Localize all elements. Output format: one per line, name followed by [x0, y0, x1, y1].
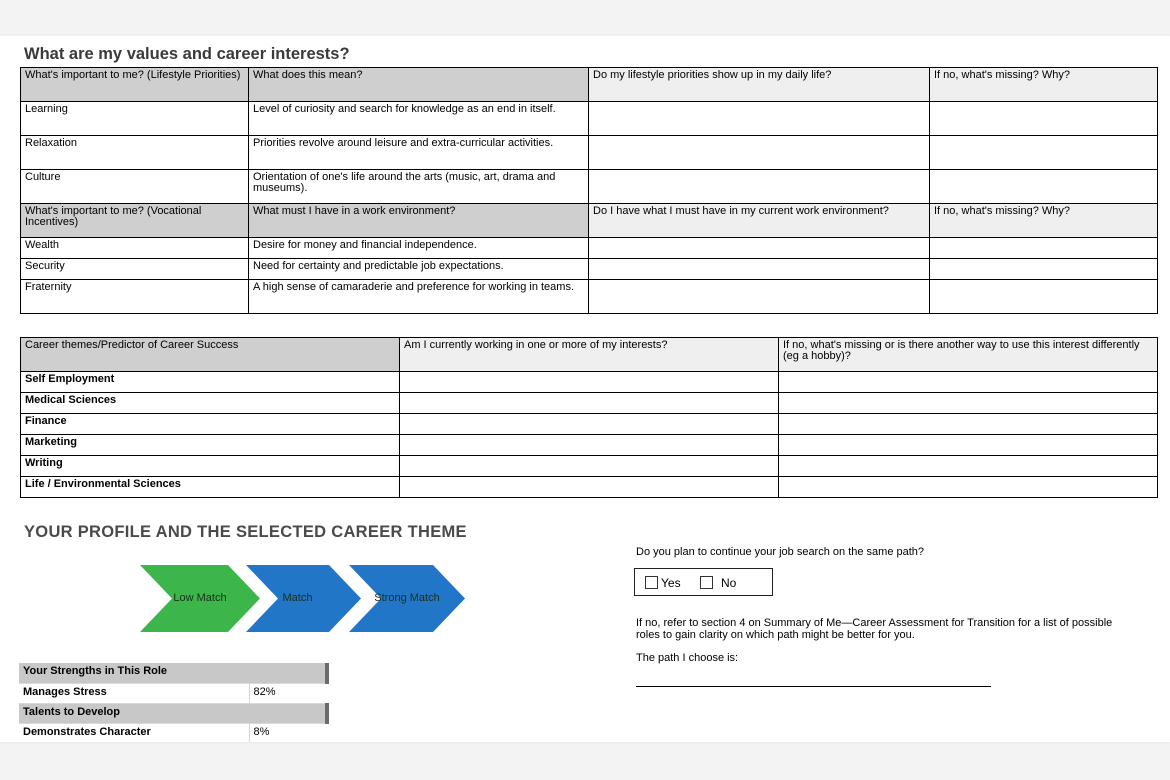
answer-cell[interactable] — [930, 259, 1158, 280]
table-row — [19, 683, 327, 703]
header-cell: Do my lifestyle priorities show up in my daily life? — [589, 68, 930, 102]
value-meaning: Level of curiosity and search for knowledge as an end in itself. — [249, 102, 589, 136]
develop-value: 8% — [249, 723, 327, 742]
answer-cell[interactable] — [930, 280, 1158, 314]
value-meaning: Need for certainty and predictable job expectations. — [249, 259, 589, 280]
answer-cell[interactable] — [930, 170, 1158, 204]
header-cell: What must I have in a work environment? — [249, 204, 589, 238]
strength-value: 82% — [249, 683, 327, 703]
answer-cell[interactable] — [400, 477, 779, 498]
career-theme: Marketing — [21, 435, 400, 456]
header-cell: Am I currently working in one or more of my interests? — [400, 338, 779, 372]
strengths-header: Your Strengths in This Role — [19, 663, 327, 683]
header-cell: What's important to me? (Lifestyle Priorities) — [21, 68, 249, 102]
value-name: Security — [21, 259, 249, 280]
career-themes-table — [20, 337, 1158, 498]
table-row — [21, 259, 1158, 280]
answer-cell[interactable] — [589, 102, 930, 136]
answer-cell[interactable] — [779, 456, 1158, 477]
value-meaning: Orientation of one's life around the arts (music, art, drama and museums). — [249, 170, 589, 204]
yes-no-box — [634, 568, 773, 596]
strengths-table — [19, 663, 329, 742]
table-row — [21, 414, 1158, 435]
answer-cell[interactable] — [400, 435, 779, 456]
job-search-note: If no, refer to section 4 on Summary of Me—Career Assessment for Transition for a list of possible roles to gain clarity on which path might be better for you. — [636, 617, 1113, 641]
table-row — [21, 477, 1158, 498]
career-theme: Medical Sciences — [21, 393, 400, 414]
table-row — [21, 435, 1158, 456]
table-row — [21, 372, 1158, 393]
career-theme: Self Employment — [21, 372, 400, 393]
chevron-match — [246, 565, 361, 632]
answer-cell[interactable] — [930, 238, 1158, 259]
answer-cell[interactable] — [589, 280, 930, 314]
table-row — [21, 456, 1158, 477]
chevron-label: Match — [282, 592, 313, 604]
value-meaning: Desire for money and financial independence. — [249, 238, 589, 259]
answer-cell[interactable] — [779, 393, 1158, 414]
answer-cell[interactable] — [779, 435, 1158, 456]
answer-cell[interactable] — [400, 456, 779, 477]
chevron-strong-match — [349, 565, 465, 632]
no-checkbox[interactable] — [700, 576, 713, 589]
career-theme: Finance — [21, 414, 400, 435]
path-label: The path I choose is: — [636, 652, 739, 664]
answer-cell[interactable] — [779, 477, 1158, 498]
table-row — [21, 280, 1158, 314]
answer-cell[interactable] — [779, 414, 1158, 435]
section-header-row — [19, 663, 327, 683]
career-header-row — [21, 338, 1158, 372]
answer-cell[interactable] — [589, 136, 930, 170]
value-name: Learning — [21, 102, 249, 136]
header-cell: What's important to me? (Vocational Incentives) — [21, 204, 249, 238]
profile-title: YOUR PROFILE AND THE SELECTED CAREER THEME — [24, 523, 467, 541]
chevron-label: Low Match — [173, 592, 227, 604]
values-title: What are my values and career interests? — [24, 45, 350, 63]
answer-cell[interactable] — [400, 372, 779, 393]
header-cell: Career themes/Predictor of Career Success — [21, 338, 400, 372]
table-row — [21, 393, 1158, 414]
table-row — [21, 102, 1158, 136]
develop-label: Demonstrates Character — [19, 723, 249, 742]
header-cell: If no, what's missing? Why? — [930, 204, 1158, 238]
values-table — [20, 67, 1158, 314]
value-name: Fraternity — [21, 280, 249, 314]
value-name: Culture — [21, 170, 249, 204]
header-cell: If no, what's missing or is there another way to use this interest differently (eg a hobby)? — [779, 338, 1158, 372]
table-row — [21, 136, 1158, 170]
value-name: Wealth — [21, 238, 249, 259]
header-cell: What does this mean? — [249, 68, 589, 102]
table-row — [19, 723, 327, 742]
table-row — [21, 170, 1158, 204]
header-cell: If no, what's missing? Why? — [930, 68, 1158, 102]
develop-header: Talents to Develop — [19, 703, 327, 723]
lifestyle-header-row — [21, 68, 1158, 102]
strength-label: Manages Stress — [19, 683, 249, 703]
answer-cell[interactable] — [400, 393, 779, 414]
career-theme: Writing — [21, 456, 400, 477]
header-cell: Do I have what I must have in my current work environment? — [589, 204, 930, 238]
path-answer-line[interactable] — [636, 686, 991, 687]
answer-cell[interactable] — [930, 136, 1158, 170]
answer-cell[interactable] — [779, 372, 1158, 393]
vocational-header-row — [21, 204, 1158, 238]
no-label: No — [721, 576, 737, 590]
document-page — [0, 36, 1170, 742]
answer-cell[interactable] — [589, 238, 930, 259]
answer-cell[interactable] — [400, 414, 779, 435]
table-row — [21, 238, 1158, 259]
value-name: Relaxation — [21, 136, 249, 170]
answer-cell[interactable] — [589, 170, 930, 204]
value-meaning: Priorities revolve around leisure and extra-curricular activities. — [249, 136, 589, 170]
section-header-row — [19, 703, 327, 723]
chevron-label: Strong Match — [374, 592, 440, 604]
career-theme: Life / Environmental Sciences — [21, 477, 400, 498]
yes-checkbox[interactable] — [645, 576, 658, 589]
job-search-question: Do you plan to continue your job search on the same path? — [636, 546, 925, 558]
answer-cell[interactable] — [589, 259, 930, 280]
value-meaning: A high sense of camaraderie and preference for working in teams. — [249, 280, 589, 314]
answer-cell[interactable] — [930, 102, 1158, 136]
yes-label: Yes — [661, 576, 681, 590]
